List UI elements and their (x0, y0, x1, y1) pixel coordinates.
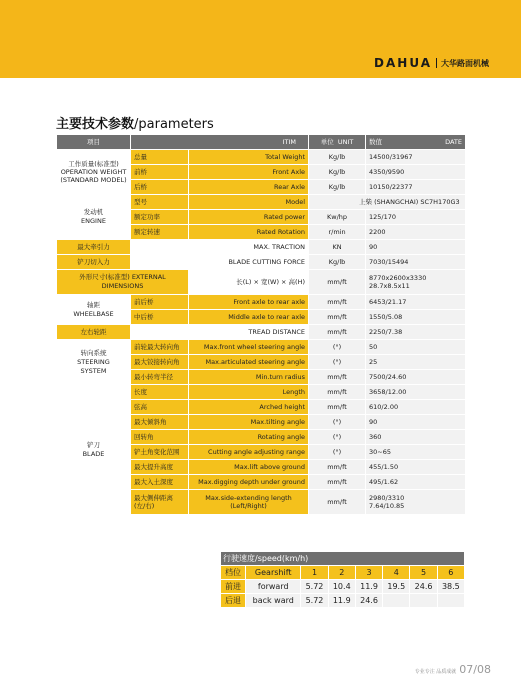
header-unit-en: UNIT (337, 137, 354, 146)
row-label-en: Model (189, 195, 309, 210)
row-value: 8770x2600x3330 28.7x8.5x11 (366, 270, 466, 295)
row-unit: (°) (309, 355, 366, 370)
brand-name-cn: 大华路面机械 (441, 58, 489, 68)
row-label-cn: 额定功率 (131, 210, 189, 225)
row-value: 6453/21.17 (366, 295, 466, 310)
header-item: 项目 (57, 135, 131, 150)
table-row (57, 150, 466, 165)
header-unit-cn: 单位 (320, 137, 334, 146)
row-label-en: Middle axle to rear axle (189, 310, 309, 325)
forward-speed: 10.4 (328, 580, 355, 594)
row-label-en: Front axle to rear axle (189, 295, 309, 310)
table-row (57, 195, 466, 210)
row-unit: Kw/hp (309, 210, 366, 225)
row-unit: mm/ft (309, 400, 366, 415)
speed-table (220, 551, 465, 608)
header-value (366, 135, 466, 150)
footer (415, 663, 491, 676)
row-value: 上柴 (SHANGCHAI) SC7H170G3 (309, 195, 466, 210)
table-header (57, 135, 466, 150)
row-unit: mm/ft (309, 385, 366, 400)
gear-value: 2 (328, 566, 355, 580)
row-value: 360 (366, 430, 466, 445)
row-value: 2980/3310 7.64/10.85 (366, 490, 466, 515)
row-label-en: Rated power (189, 210, 309, 225)
header-itim: ITIM (131, 135, 309, 150)
speed-title: 行驶速度/speed(km/h) (221, 552, 465, 566)
row-unit: mm/ft (309, 270, 366, 295)
row-label-en: 长(L) × 宽(W) × 高(H) (189, 270, 309, 295)
row-label-en: Min.turn radius (189, 370, 309, 385)
gear-label-en: Gearshift (246, 566, 301, 580)
group-engine: 发动机 ENGINE (57, 195, 131, 240)
group-weight: 工作质量(标准型) OPERATION WEIGHT (STANDARD MODEL) (57, 150, 131, 195)
row-value: 14500/31967 (366, 150, 466, 165)
row-label-cn: 型号 (131, 195, 189, 210)
row-unit: KN (309, 240, 366, 255)
row-label-cn: 最大侧伸距离 (左/右) (131, 490, 189, 515)
row-value: 90 (366, 240, 466, 255)
header-unit (309, 135, 366, 150)
backward-label-en: back ward (246, 594, 301, 608)
row-unit: mm/ft (309, 460, 366, 475)
row-label-cn: 中后桥 (131, 310, 189, 325)
row-label-cn: 回转角 (131, 430, 189, 445)
row-label-cn: 铲刀切入力 (57, 255, 131, 270)
row-value: 2200 (366, 225, 466, 240)
row-label-cn: 最大提升高度 (131, 460, 189, 475)
page-number: 07/08 (459, 663, 491, 676)
backward-speed: 24.6 (355, 594, 382, 608)
page-title (56, 113, 214, 132)
row-label-cn: 后桥 (131, 180, 189, 195)
backward-label-cn: 后退 (221, 594, 246, 608)
title-cn: 主要技术参数 (56, 117, 135, 132)
row-unit: Kg/lb (309, 150, 366, 165)
gear-value: 4 (383, 566, 410, 580)
row-label-cn: 最大倾斜角 (131, 415, 189, 430)
row-label-en: MAX. TRACTION (131, 240, 309, 255)
row-value: 90 (366, 415, 466, 430)
row-unit: mm/ft (309, 475, 366, 490)
gear-value: 5 (410, 566, 437, 580)
header-band (0, 0, 521, 78)
gear-value: 3 (355, 566, 382, 580)
row-label-cn: 弦高 (131, 400, 189, 415)
table-row (57, 325, 466, 340)
forward-speed: 38.5 (437, 580, 464, 594)
row-label-en: Total Weight (189, 150, 309, 165)
row-value: 1550/5.08 (366, 310, 466, 325)
row-label-cn: 前后桥 (131, 295, 189, 310)
row-unit: mm/ft (309, 295, 366, 310)
row-unit: mm/ft (309, 490, 366, 515)
row-unit: r/min (309, 225, 366, 240)
row-label-en: Max.front wheel steering angle (189, 340, 309, 355)
row-value: 610/2.00 (366, 400, 466, 415)
row-label-cn: 左右轮距 (57, 325, 131, 340)
footer-slogan: 专业专注 品质成就 (414, 669, 457, 675)
row-label-cn: 最大铰接转向角 (131, 355, 189, 370)
speed-row-backward (221, 594, 465, 608)
row-value: 7500/24.60 (366, 370, 466, 385)
forward-speed: 19.5 (383, 580, 410, 594)
row-label-cn: 长度 (131, 385, 189, 400)
header-value-cn: 数值 (369, 137, 383, 146)
row-value: 30~65 (366, 445, 466, 460)
row-label-en: Max.articulated steering angle (189, 355, 309, 370)
row-label-cn: 铲土角变化范围 (131, 445, 189, 460)
backward-speed (437, 594, 464, 608)
row-value: 4350/9590 (366, 165, 466, 180)
row-label-en: Front Axle (189, 165, 309, 180)
forward-label-cn: 前进 (221, 580, 246, 594)
row-value: 7030/15494 (366, 255, 466, 270)
row-label-cn: 最大入土深度 (131, 475, 189, 490)
backward-speed: 5.72 (301, 594, 328, 608)
brand-divider (436, 58, 437, 68)
row-label-en: Max.lift above ground (189, 460, 309, 475)
row-value: 2250/7.38 (366, 325, 466, 340)
row-label-en: BLADE CUTTING FORCE (131, 255, 309, 270)
row-label-en: Rotating angle (189, 430, 309, 445)
speed-row-forward (221, 580, 465, 594)
row-label-en: Length (189, 385, 309, 400)
forward-label-en: forward (246, 580, 301, 594)
row-label-en: Rear Axle (189, 180, 309, 195)
gear-label-cn: 档位 (221, 566, 246, 580)
row-label-en: Arched height (189, 400, 309, 415)
row-unit: Kg/lb (309, 180, 366, 195)
table-row (57, 240, 466, 255)
table-row (57, 255, 466, 270)
row-label-cn: 外形尺寸(标准型) EXTERNAL DIMENSIONS (57, 270, 189, 295)
table-row (57, 385, 466, 400)
parameters-table (56, 134, 466, 515)
backward-speed (410, 594, 437, 608)
row-unit: (°) (309, 445, 366, 460)
forward-speed: 11.9 (355, 580, 382, 594)
row-unit: Kg/lb (309, 255, 366, 270)
gear-value: 6 (437, 566, 464, 580)
row-label-en: Rated Rotation (189, 225, 309, 240)
row-value: 495/1.62 (366, 475, 466, 490)
table-row (57, 340, 466, 355)
table-row (57, 270, 466, 295)
forward-speed: 5.72 (301, 580, 328, 594)
group-steering: 转向系统 STEERING SYSTEM (57, 340, 131, 385)
row-value: 455/1.50 (366, 460, 466, 475)
backward-speed: 11.9 (328, 594, 355, 608)
row-label-en: Max.digging depth under ground (189, 475, 309, 490)
gear-value: 1 (301, 566, 328, 580)
title-en: /parameters (134, 117, 214, 132)
row-value: 3658/12.00 (366, 385, 466, 400)
brand-name-en: DAHUA (374, 56, 432, 70)
row-label-en: TREAD DISTANCE (131, 325, 309, 340)
row-label-en: Max.tilting angle (189, 415, 309, 430)
row-label-en: Cutting angle adjusting range (189, 445, 309, 460)
row-label-cn: 最小转弯半径 (131, 370, 189, 385)
row-label-cn: 前桥 (131, 165, 189, 180)
row-unit: mm/ft (309, 325, 366, 340)
table-row (57, 295, 466, 310)
row-unit: Kg/lb (309, 165, 366, 180)
row-value: 50 (366, 340, 466, 355)
group-wheelbase: 轴距 WHEELBASE (57, 295, 131, 325)
row-unit: (°) (309, 415, 366, 430)
backward-speed (383, 594, 410, 608)
row-label-cn: 额定转速 (131, 225, 189, 240)
row-unit: (°) (309, 430, 366, 445)
forward-speed: 24.6 (410, 580, 437, 594)
speed-header (221, 552, 465, 566)
row-value: 25 (366, 355, 466, 370)
row-unit: (°) (309, 340, 366, 355)
row-label-cn: 前轮最大转向角 (131, 340, 189, 355)
row-label-cn: 最大牵引力 (57, 240, 131, 255)
row-label-en: Max.side-extending length (Left/Right) (189, 490, 309, 515)
speed-row-gear (221, 566, 465, 580)
row-value: 10150/22377 (366, 180, 466, 195)
group-blade: 铲刀 BLADE (57, 385, 131, 515)
row-value: 125/170 (366, 210, 466, 225)
header-value-en: DATE (445, 137, 463, 146)
row-label-cn: 总量 (131, 150, 189, 165)
row-unit: mm/ft (309, 370, 366, 385)
brand-logo (374, 56, 489, 70)
row-unit: mm/ft (309, 310, 366, 325)
